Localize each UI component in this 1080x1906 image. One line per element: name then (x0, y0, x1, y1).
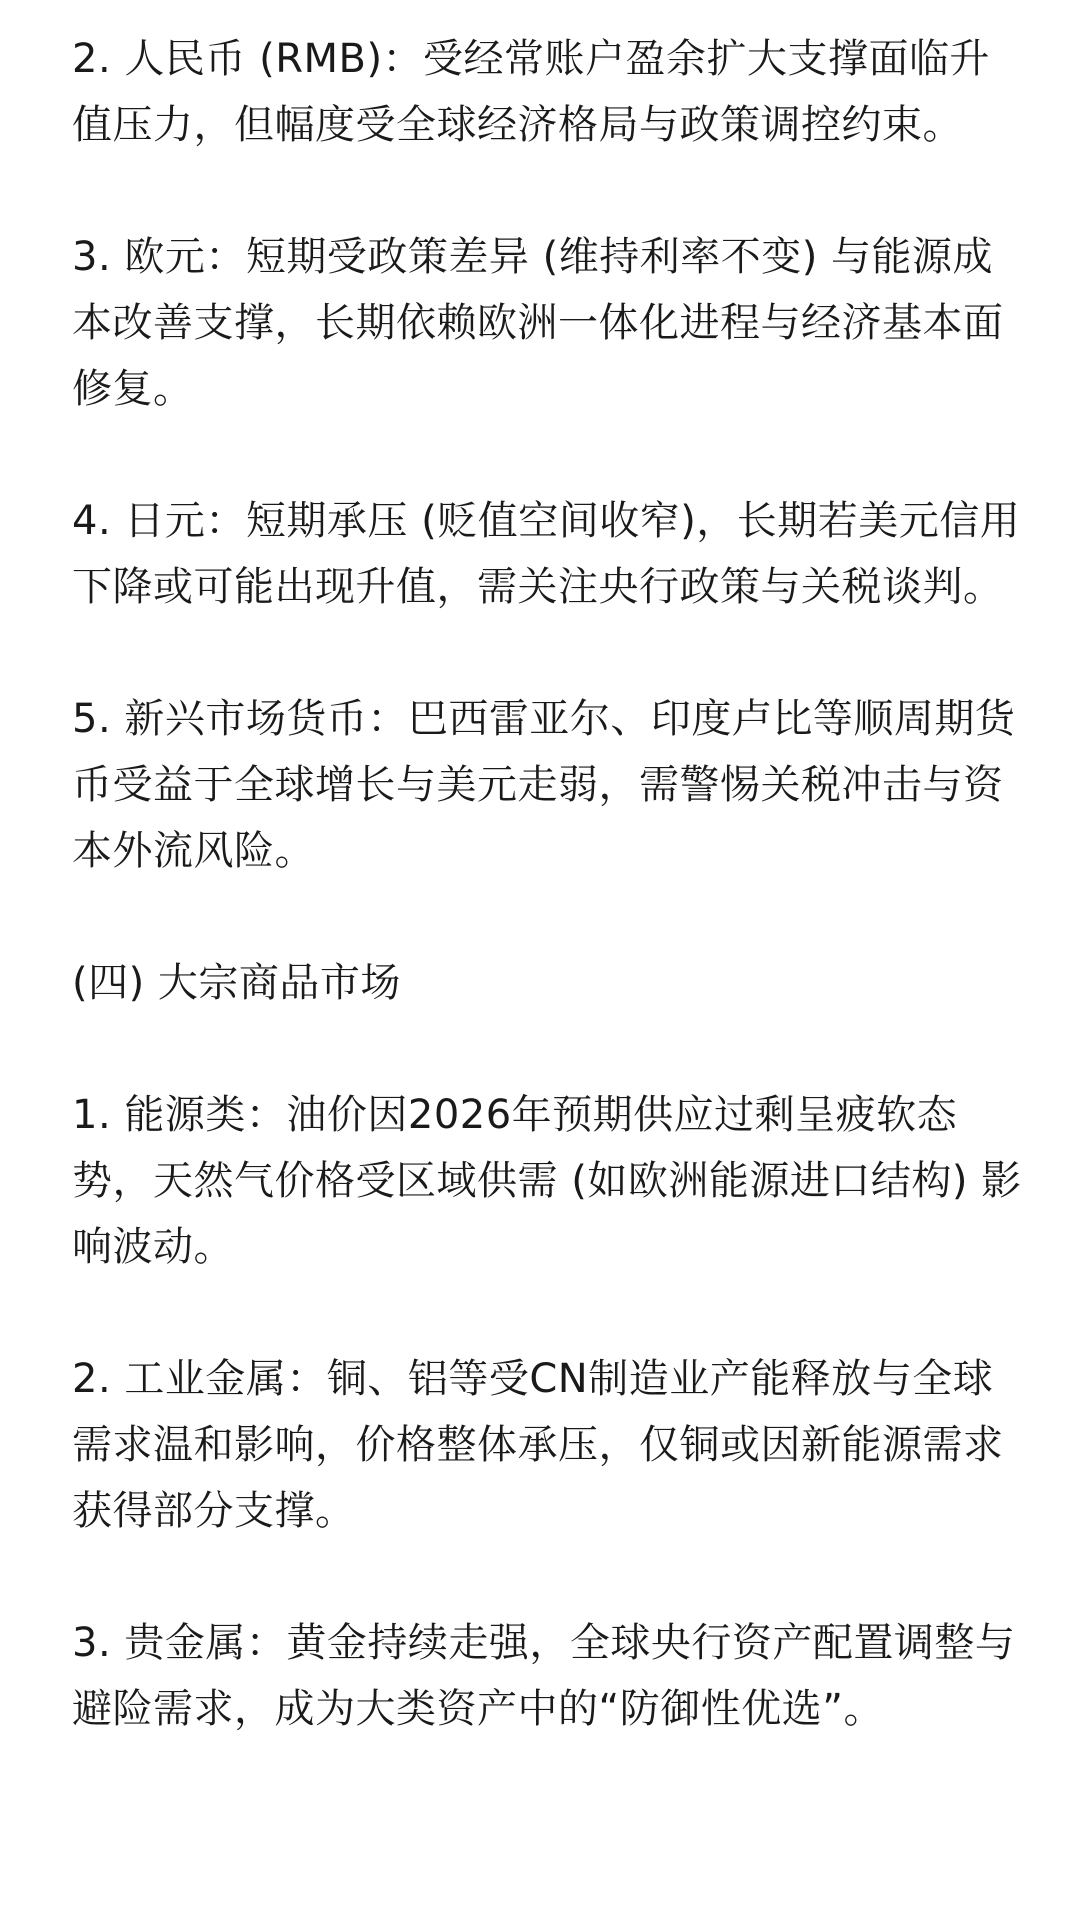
paragraph-precious-metals: 3. 贵金属：黄金持续走强，全球央行资产配置调整与避险需求，成为大类资产中的“防御性优选”。 (72, 1620, 1016, 1732)
section-heading-commodities: (四) 大宗商品市场 (72, 960, 401, 1006)
paragraph-energy: 1. 能源类：油价因2026年预期供应过剩呈疲软态势，天然气价格受区域供需 (如欧洲能源进口结构) 影响波动。 (72, 1092, 1022, 1270)
paragraph-industrial-metals: 2. 工业金属：铜、铝等受CN制造业产能释放与全球需求温和影响，价格整体承压，仅铜或因新能源需求获得部分支撑。 (72, 1356, 1004, 1534)
paragraph-emerging-currencies: 5. 新兴市场货币：巴西雷亚尔、印度卢比等顺周期货币受益于全球增长与美元走弱，需警惕关税冲击与资本外流风险。 (72, 696, 1016, 874)
paragraph-euro: 3. 欧元：短期受政策差异 (维持利率不变) 与能源成本改善支撑，长期依赖欧洲一体化进程与经济基本面修复。 (72, 234, 1004, 412)
document-body (72, 26, 1022, 1742)
paragraph-rmb: 2. 人民币 (RMB)：受经常账户盈余扩大支撑面临升值压力，但幅度受全球经济格局与政策调控约束。 (72, 36, 991, 148)
paragraph-yen: 4. 日元：短期承压 (贬值空间收窄)，长期若美元信用下降或可能出现升值，需关注央行政策与关税谈判。 (72, 498, 1021, 610)
